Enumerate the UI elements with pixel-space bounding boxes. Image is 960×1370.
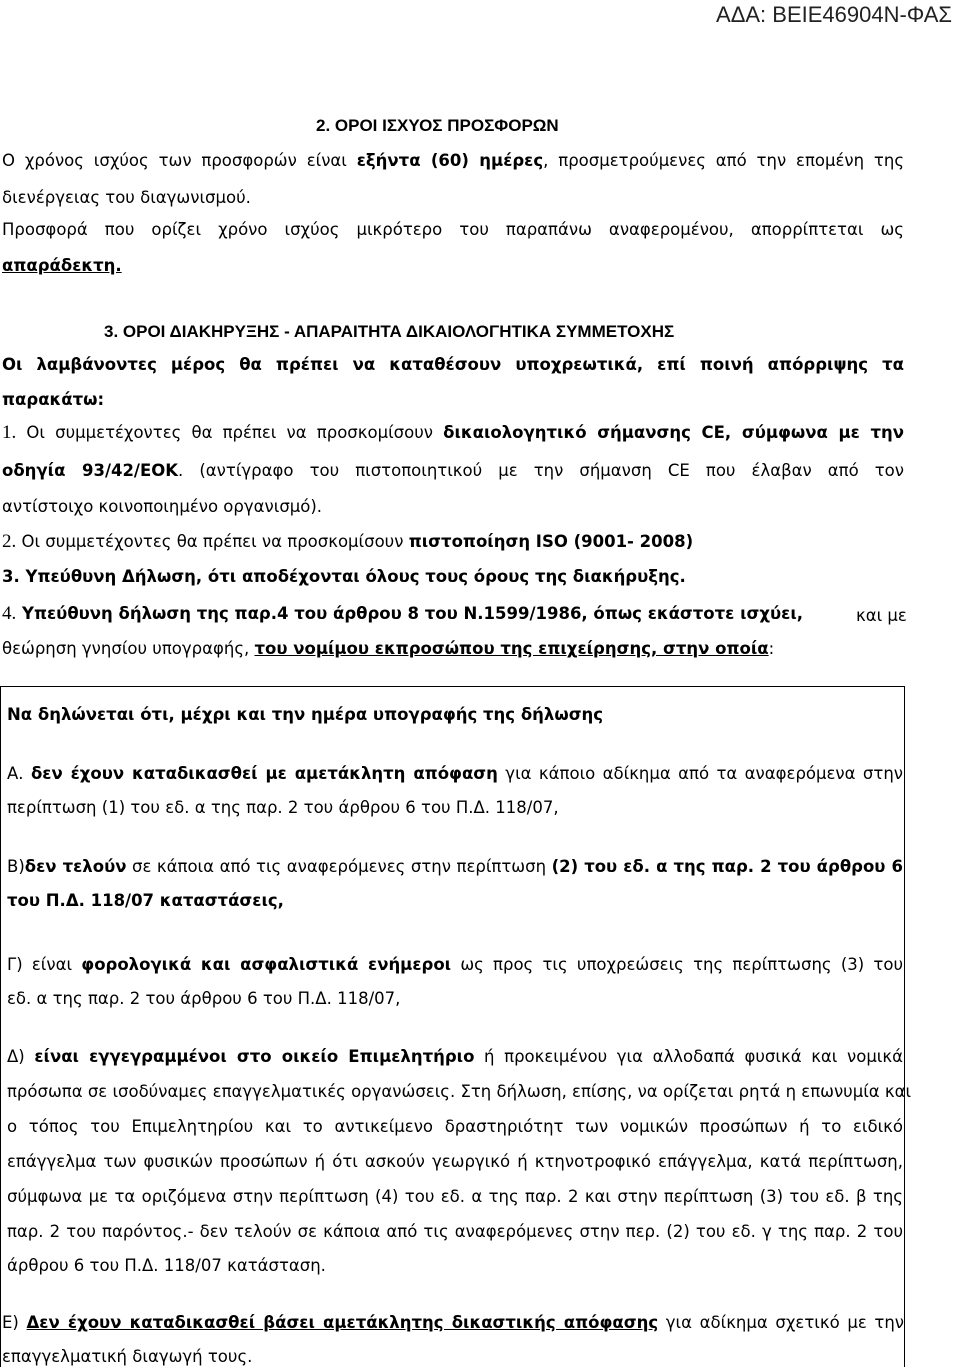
s2-paragraph-line-1: Ο χρόνος ισχύος των προσφορών είναι εξήντα (60) ημέρες, προσμετρούμενες από την επομένη της <box>2 151 904 170</box>
point-a-line-1: Α. δεν έχουν καταδικασθεί με αμετάκλητη απόφαση για κάποιο αδίκημα από τα αναφερόμενα στην <box>7 764 903 783</box>
item-1-line-2: οδηγία 93/42/ΕΟΚ. (αντίγραφο του πιστοποιητικού με την σήμανση CE που έλαβαν από τον <box>2 461 904 480</box>
section-2-title: 2. ΟΡΟΙ ΙΣΧΥΟΣ ΠΡΟΣΦΟΡΩΝ <box>316 116 559 135</box>
item-1-line-3: αντίστοιχο κοινοποιημένο οργανισμό). <box>2 497 323 516</box>
point-a-line-2: περίπτωση (1) του εδ. α της παρ. 2 του άρθρου 6 του Π.Δ. 118/07, <box>7 798 559 817</box>
point-e-line-1: Ε) Δεν έχουν καταδικασθεί βάσει αμετάκλητης δικαστικής απόφασης για αδίκημα σχετικό με την <box>2 1313 905 1332</box>
point-d-line-6: παρ. 2 του παρόντος.- δεν τελούν σε κάποια από τις αναφερόμενες στην περ. (2) του εδ. γ της παρ. 2 του <box>7 1222 903 1241</box>
item-4-continuation: και με <box>856 606 907 625</box>
point-d-line-7: άρθρου 6 του Π.Δ. 118/07 κατάσταση. <box>7 1256 326 1275</box>
item-1-line-1: 1. Οι συμμετέχοντες θα πρέπει να προσκομίσουν δικαιολογητικό σήμανσης CE, σύμφωνα με την <box>2 422 904 443</box>
point-d-line-4: επάγγελμα των φυσικών προσώπων ή ότι ασκούν γεωργικό ή κτηνοτροφικό επάγγελμα, κατά περίπτωση, <box>7 1152 903 1171</box>
item-4-line-1: 4. Υπεύθυνη δήλωση της παρ.4 του άρθρου 8 του Ν.1599/1986, όπως εκάστοτε ισχύει, <box>2 603 804 624</box>
point-c-line-1: Γ) είναι φορολογικά και ασφαλιστικά ενήμεροι ως προς τις υποχρεώσεις της περίπτωσης (3) του <box>7 955 903 974</box>
s3-intro-line-2: παρακάτω: <box>2 390 105 409</box>
item-3: 3. Υπεύθυνη Δήλωση, ότι αποδέχονται όλους τους όρους της διακήρυξης. <box>2 567 686 586</box>
point-e-line-2: επαγγελματική διαγωγή τους. <box>2 1347 253 1366</box>
declaration-box <box>0 686 912 1367</box>
ada-code: ΑΔΑ: ΒΕΙΕ46904Ν-ΦΑΣ <box>716 2 952 27</box>
point-d-line-2: πρόσωπα σε ισοδύναμες επαγγελματικές οργανώσεις. Στη δήλωση, επίσης, να ορίζεται ρητά η επωνυμία και <box>7 1082 912 1101</box>
s2-paragraph2-line-2: απαράδεκτη. <box>2 256 122 275</box>
item-2: 2. Οι συμμετέχοντες θα πρέπει να προσκομίσουν πιστοποίηση ISO (9001- 2008) <box>2 531 694 552</box>
point-d-line-1: Δ) είναι εγγεγραμμένοι στο οικείο Επιμελητήριο ή προκειμένου για αλλοδαπά φυσικά και νομικά <box>7 1047 903 1066</box>
point-d-line-5: σύμφωνα με τα οριζόμενα στην περίπτωση (4) του εδ. α της παρ. 2 και στην περίπτωση (3) του εδ. β της <box>7 1187 903 1206</box>
section-3-title: 3. ΟΡΟΙ ΔΙΑΚΗΡΥΞΗΣ - ΑΠΑΡΑΙΤΗΤΑ ΔΙΚΑΙΟΛΟΓΗΤΙΚΑ ΣΥΜΜΕΤΟΧΗΣ <box>104 322 675 341</box>
point-b-line-2: του Π.Δ. 118/07 καταστάσεις, <box>7 891 284 910</box>
point-b-line-1: Β)δεν τελούν σε κάποια από τις αναφερόμενες στην περίπτωση (2) του εδ. α της παρ. 2 του άρθρου 6 <box>7 857 903 876</box>
point-c-line-2: εδ. α της παρ. 2 του άρθρου 6 του Π.Δ. 118/07, <box>7 989 401 1008</box>
declaration-title: Να δηλώνεται ότι, μέχρι και την ημέρα υπογραφής της δήλωσης <box>7 705 604 724</box>
point-d-line-3: ο τόπος του Επιμελητηρίου και το αντικείμενο δραστηριότητ των νομικών προσώπων ή το ειδικό <box>7 1117 903 1136</box>
s2-paragraph2-line-1: Προσφορά που ορίζει χρόνο ισχύος μικρότερο του παραπάνω αναφερομένου, απορρίπτεται ως <box>2 220 904 239</box>
s3-intro-line-1: Οι λαμβάνοντες μέρος θα πρέπει να καταθέσουν υποχρεωτικά, επί ποινή απόρριψης τα <box>2 355 904 374</box>
s2-paragraph-line-2: διενέργειας του διαγωνισμού. <box>2 188 251 207</box>
item-4-line-2: θεώρηση γνησίου υπογραφής, του νομίμου εκπροσώπου της επιχείρησης, στην οποία: <box>2 639 775 658</box>
